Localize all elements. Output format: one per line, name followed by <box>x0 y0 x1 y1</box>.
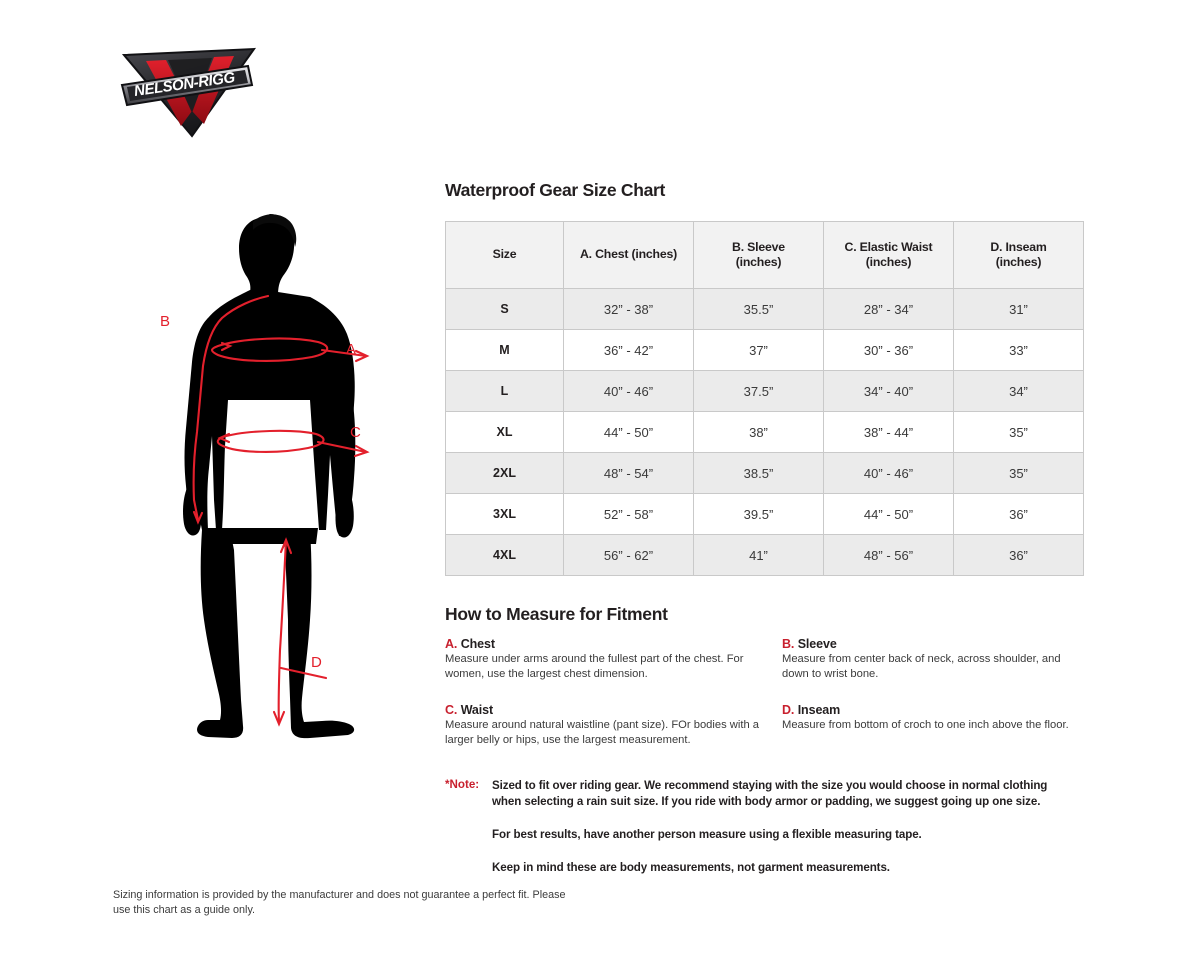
note-paragraphs <box>492 778 1052 876</box>
cell-size: XL <box>446 412 564 453</box>
measure-name-inseam: Inseam <box>797 702 841 717</box>
figure-label-a: A <box>346 341 357 358</box>
how-to-measure-grid <box>445 637 1085 748</box>
cell-waist: 30” - 36” <box>824 330 954 371</box>
measure-body-inseam: Measure from bottom of croch to one inch above the floor. <box>782 718 1069 731</box>
table-header <box>446 222 1084 289</box>
measure-letter-c: C. <box>445 702 458 717</box>
cell-size: M <box>446 330 564 371</box>
measure-item-inseam <box>782 703 1085 748</box>
cell-sleeve: 39.5” <box>694 494 824 535</box>
cell-size: 3XL <box>446 494 564 535</box>
col-header-sleeve <box>694 222 824 289</box>
table-header-row <box>446 222 1084 289</box>
cell-sleeve: 37.5” <box>694 371 824 412</box>
figure-label-d: D <box>311 654 323 671</box>
table-row <box>446 412 1084 453</box>
table-row <box>446 371 1084 412</box>
note-block <box>445 778 1085 876</box>
note-label: *Note: <box>445 777 480 791</box>
size-chart-table <box>445 221 1084 576</box>
cell-sleeve: 41” <box>694 535 824 576</box>
table-row <box>446 289 1084 330</box>
col-header-waist-line2: (inches) <box>865 255 912 269</box>
measure-head-inseam <box>782 703 1075 717</box>
measure-head-waist <box>445 703 772 717</box>
cell-chest: 56” - 62” <box>564 535 694 576</box>
measure-name-waist: Waist <box>460 702 494 717</box>
table-row <box>446 494 1084 535</box>
cell-chest: 36” - 42” <box>564 330 694 371</box>
col-header-chest <box>564 222 694 289</box>
col-header-size <box>446 222 564 289</box>
cell-waist: 28” - 34” <box>824 289 954 330</box>
cell-size: 4XL <box>446 535 564 576</box>
measure-item-sleeve <box>782 637 1085 682</box>
cell-inseam: 33” <box>954 330 1084 371</box>
measure-body-waist: Measure around natural waistline (pant size). FOr bodies with a larger belly or hips, use the largest measurement. <box>445 718 760 746</box>
measure-letter-b: B. <box>782 637 795 651</box>
measure-name-sleeve: Sleeve <box>797 637 837 651</box>
measure-item-chest <box>445 637 782 682</box>
measure-item-waist <box>445 703 782 748</box>
cell-chest: 40” - 46” <box>564 371 694 412</box>
table-body <box>446 289 1084 576</box>
cell-chest: 32” - 38” <box>564 289 694 330</box>
cell-waist: 38” - 44” <box>824 412 954 453</box>
cell-size: L <box>446 371 564 412</box>
measure-letter-d: D. <box>782 702 795 717</box>
cell-chest: 44” - 50” <box>564 412 694 453</box>
cell-inseam: 34” <box>954 371 1084 412</box>
footer-disclaimer: Sizing information is provided by the manufacturer and does not guarantee a perfect fit. Please use this chart as a guide only. <box>113 889 566 917</box>
measure-letter-a: A. <box>445 637 458 651</box>
figure-label-b: B <box>160 313 171 330</box>
measure-head-sleeve <box>782 637 1075 651</box>
cell-inseam: 35” <box>954 453 1084 494</box>
measure-body-chest: Measure under arms around the fullest part of the chest. For women, use the largest chest dimension. <box>445 653 744 680</box>
marker-c-waist <box>218 431 324 452</box>
figure-label-c: C <box>350 424 362 441</box>
col-header-inseam <box>954 222 1084 289</box>
logo-artwork <box>118 33 260 138</box>
col-header-waist <box>824 222 954 289</box>
cell-sleeve: 38” <box>694 412 824 453</box>
measure-head-chest <box>445 637 772 651</box>
cell-inseam: 31” <box>954 289 1084 330</box>
cell-chest: 52” - 58” <box>564 494 694 535</box>
cell-size: S <box>446 289 564 330</box>
cell-waist: 48” - 56” <box>824 535 954 576</box>
table-row <box>446 453 1084 494</box>
logo-wordmark: NELSON-RIGG <box>132 69 236 101</box>
cell-inseam: 36” <box>954 494 1084 535</box>
col-header-chest-line1: A. Chest (inches) <box>579 247 678 262</box>
col-header-waist-line1: C. Elastic Waist <box>844 239 933 254</box>
cell-waist: 40” - 46” <box>824 453 954 494</box>
cell-size: 2XL <box>446 453 564 494</box>
cell-waist: 44” - 50” <box>824 494 954 535</box>
table-row <box>446 535 1084 576</box>
col-header-inseam-line1: D. Inseam <box>990 239 1047 254</box>
note-paragraph-1: Sized to fit over riding gear. We recommend staying with the size you would choose in normal clothing when selecting a rain suit size. If you ride with body armor or padding, we suggest going up one size. <box>492 778 1048 808</box>
col-header-size-line1: Size <box>492 247 517 262</box>
measure-name-chest: Chest <box>460 637 495 651</box>
measure-body-sleeve: Measure from center back of neck, across shoulder, and down to wrist bone. <box>782 653 1061 680</box>
cell-chest: 48” - 54” <box>564 453 694 494</box>
cell-sleeve: 38.5” <box>694 453 824 494</box>
col-header-sleeve-line1: B. Sleeve <box>732 239 785 254</box>
note-paragraph-2: For best results, have another person measure using a flexible measuring tape. <box>492 827 922 841</box>
size-chart-content <box>445 180 1085 876</box>
marker-d-inseam <box>279 540 286 722</box>
cell-inseam: 36” <box>954 535 1084 576</box>
cell-inseam: 35” <box>954 412 1084 453</box>
cell-waist: 34” - 40” <box>824 371 954 412</box>
nelson-rigg-logo <box>118 33 260 138</box>
col-header-sleeve-line2: (inches) <box>735 255 782 269</box>
page-title: Waterproof Gear Size Chart <box>445 180 666 200</box>
col-header-inseam-line2: (inches) <box>995 255 1042 269</box>
silhouette-artwork <box>150 200 400 760</box>
body-measurement-silhouette <box>150 200 400 760</box>
silhouette-body <box>183 214 355 738</box>
note-paragraph-3: Keep in mind these are body measurements, not garment measurements. <box>492 860 890 874</box>
how-to-measure-title: How to Measure for Fitment <box>445 604 668 624</box>
table-row <box>446 330 1084 371</box>
cell-sleeve: 37” <box>694 330 824 371</box>
cell-sleeve: 35.5” <box>694 289 824 330</box>
